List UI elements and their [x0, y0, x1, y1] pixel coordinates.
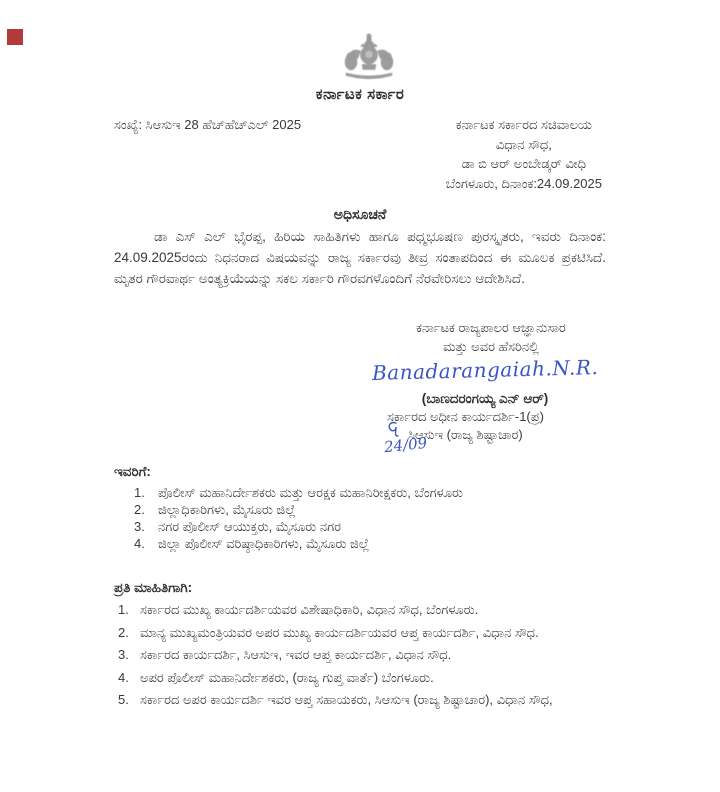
handwritten-date: 24/09	[383, 433, 429, 457]
signatory-name: (ಬಾಣದರಂಗಯ್ಯ ಎನ್ ಆರ್)	[421, 391, 549, 406]
secretariat-address	[446, 115, 602, 193]
signatory-department: ಸಿಆಸುಇ (ರಾಜ್ಯ ಶಿಷ್ಟಾಚಾರ)	[408, 427, 523, 442]
signatory-designation: ಸರ್ಕಾರದ ಅಧೀನ ಕಾರ್ಯದರ್ಶಿ-1(ಪ್ರ)	[387, 409, 544, 424]
address-line-city-date: ಬೆಂಗಳೂರು, ದಿನಾಂಕ:24.09.2025	[445, 175, 602, 191]
red-annotation-marker	[7, 29, 23, 45]
address-line-street: ಡಾ ಬಿ ಆರ್ ಅಂಬೇಡ್ಕರ್ ವೀಧಿ	[461, 156, 587, 171]
address-line-office: ಕರ್ನಾಟಕ ಸರ್ಕಾರದ ಸಚಿವಾಲಯ	[455, 117, 592, 132]
copy-item: ಸರ್ಕಾರದ ಮುಖ್ಯ ಕಾರ್ಯದರ್ಶಿಯವರ ವಿಶೇಷಾಧಿಕಾರಿ, ವಿಧಾನ ಸೌಧ, ಬೆಂಗಳೂರು.	[140, 602, 479, 617]
reference-number: ಸಂಖ್ಯೆ: ಸಿಆಸುಇ 28 ಹೆಚ್‌ಹೆಚ್‌ಎಲ್ 2025	[114, 117, 302, 132]
notification-heading: ಅಧಿಸೂಚನೆ	[333, 206, 387, 222]
by-order-block	[372, 318, 610, 356]
copy-item: ಸರ್ಕಾರದ ಅಪರ ಕಾರ್ಯದರ್ಶಿ ಇವರ ಆಪ್ತ ಸಹಾಯಕರು, ಸಿಆಸುಇ (ರಾಜ್ಯ ಶಿಷ್ಟಾಚಾರ), ವಿಧಾನ ಸೌಧ,	[140, 692, 553, 707]
copy-item: ಅಪರ ಪೊಲೀಸ್ ಮಹಾನಿರ್ದೇಶಕರು, (ರಾಜ್ಯ ಗುಪ್ತ ವಾರ್ತೆ) ಬೆಂಗಳೂರು.	[140, 669, 434, 685]
recipient-item: ಜಿಲ್ಲಾ ಪೊಲೀಸ್ ವರಿಷ್ಠಾಧಿಕಾರಿಗಳು, ಮೈಸೂರು ಜಿಲ್ಲೆ	[158, 536, 370, 551]
copy-item: ಸರ್ಕಾರದ ಕಾರ್ಯದರ್ಶಿ, ಸಿಆಸುಇ, ಇವರ ಆಪ್ತ ಕಾರ್ಯದರ್ಶಿ, ವಿಧಾನ ಸೌಧ.	[140, 647, 452, 662]
handwritten-signature: Banadarangaiah.N.R.	[371, 355, 599, 385]
copies-heading: ಪ್ರತಿ ಮಾಹಿತಿಗಾಗಿ:	[114, 580, 193, 595]
copies-section	[114, 580, 616, 713]
address-line-building: ವಿಧಾನ ಸೌಧ,	[495, 136, 552, 152]
government-title: ಕರ್ನಾಟಕ ಸರ್ಕಾರ	[315, 86, 405, 103]
copy-item: ಮಾನ್ಯ ಮುಖ್ಯಮಂತ್ರಿಯವರ ಅಪರ ಮುಖ್ಯ ಕಾರ್ಯದರ್ಶಿಯವರ ಆಪ್ತ ಕಾರ್ಯದರ್ಶಿ, ವಿಧಾನ ಸೌಧ.	[140, 624, 539, 640]
recipients-section	[114, 464, 614, 552]
by-order-line-2: ಮತ್ತು ಅವರ ಹೆಸರಿನಲ್ಲಿ	[443, 339, 539, 354]
notification-body: ಡಾ ಎಸ್ ಎಲ್ ಭೈರಪ್ಪ, ಹಿರಿಯ ಸಾಹಿತಿಗಳು ಹಾಗೂ ಪಧ್ಮಭೂಷಣ ಪುರಸ್ಕೃತರು, ಇವರು ದಿನಾಂಕ: 24.09.2025ರಂದು ನಿಧನರಾದ ವಿಷಯವನ್ನು ರಾಜ್ಯ ಸರ್ಕಾರವು ತೀವ್ರ ಸಂತಾಪದಿಂದ ಈ ಮೂಲಕ ಪ್ರಕಟಿಸಿದೆ. ಮೃತರ ಗೌರವಾರ್ಥ ಅಂತ್ಯಕ್ರಿಯೆಯನ್ನು ಸಕಲ ಸರ್ಕಾರಿ ಗೌರವಗಳೊಂದಿಗೆ ನೆರವೇರಿಸಲು ಆದೇಶಿಸಿದೆ.	[114, 229, 606, 286]
recipients-heading: ಇವರಿಗೆ:	[114, 464, 151, 479]
recipient-item: ನಗರ ಪೊಲೀಸ್ ಆಯುಕ್ತರು, ಮೈಸೂರು ನಗರ	[158, 519, 342, 534]
recipient-item: ಪೊಲೀಸ್ ಮಹಾನಿರ್ದೇಶಕರು ಮತ್ತು ಆರಕ್ಷಕ ಮಹಾನಿರೀಕ್ಷಕರು, ಬೆಂಗಳೂರು	[158, 485, 464, 500]
karnataka-emblem-icon	[342, 33, 396, 83]
copies-list	[118, 600, 616, 710]
by-order-line-1: ಕರ್ನಾಟಕ ರಾಜ್ಯಪಾಲರ ಆಜ್ಞಾನುಸಾರ	[416, 320, 566, 335]
recipients-list	[134, 484, 614, 552]
recipient-item: ಜಿಲ್ಲಾಧಿಕಾರಿಗಳು, ಮೈಸೂರು ಜಿಲ್ಲೆ	[158, 502, 296, 517]
